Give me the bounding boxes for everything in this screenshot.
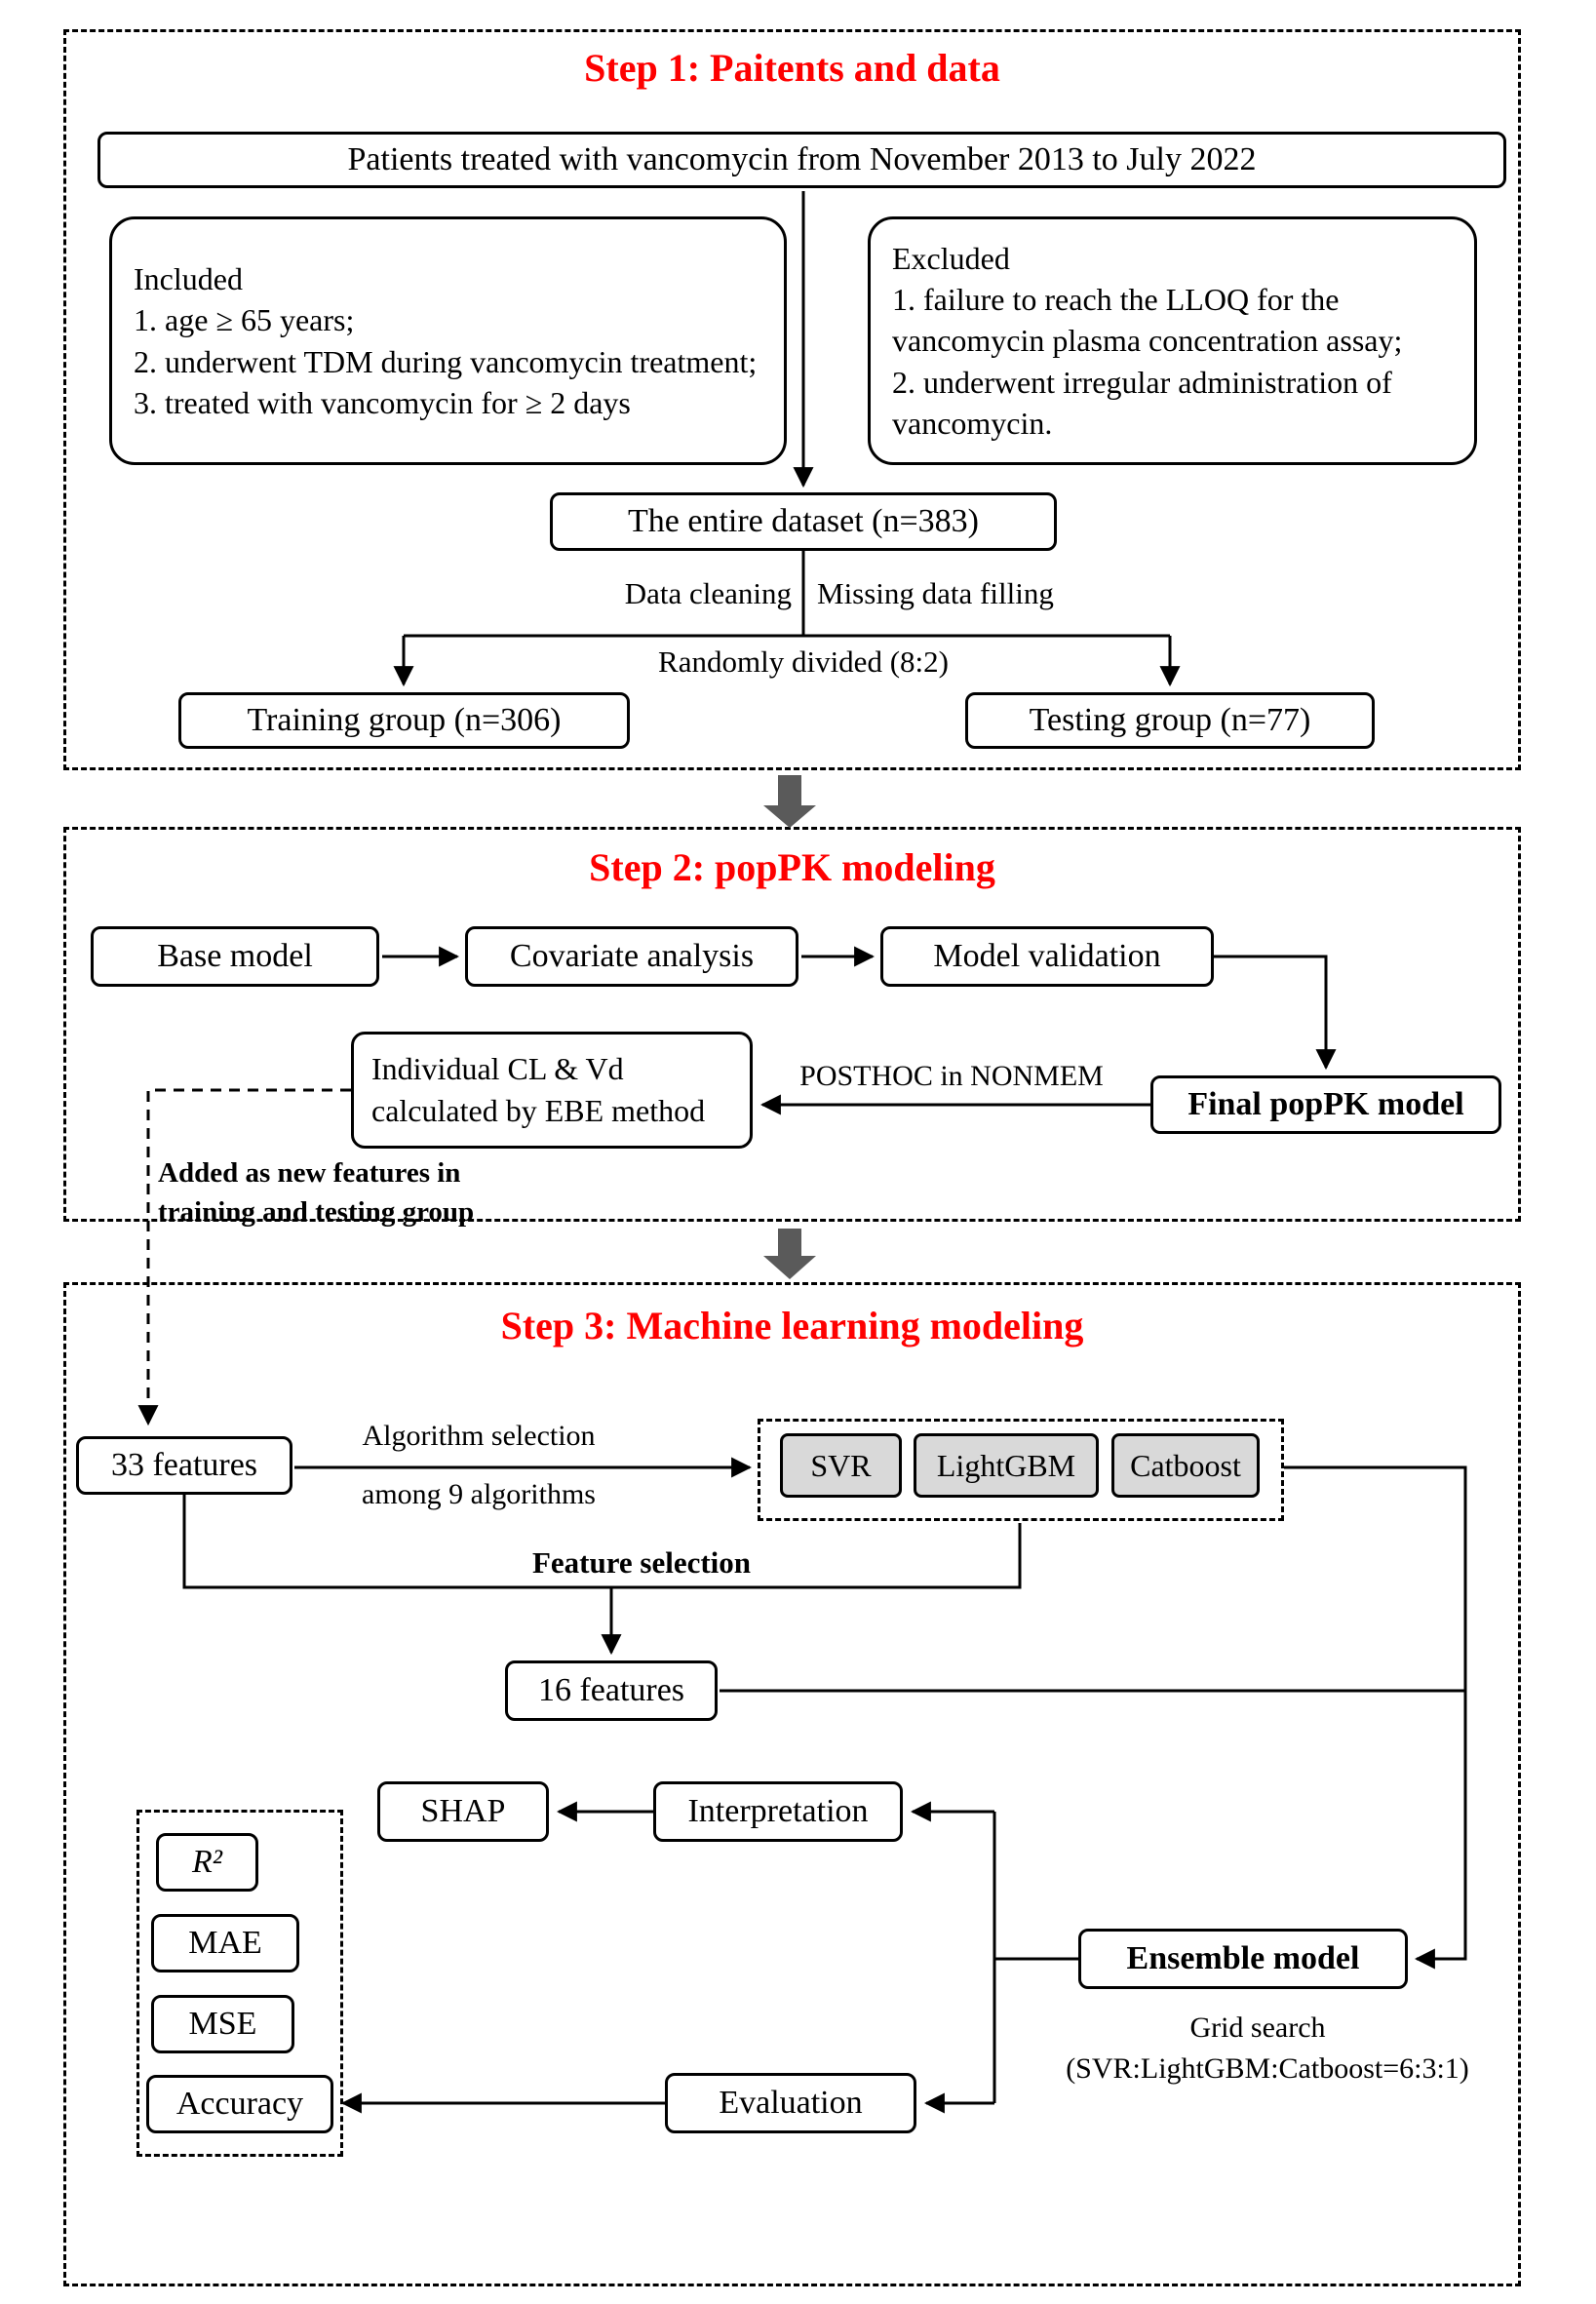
posthoc-label: POSTHOC in NONMEM	[799, 1060, 1104, 1092]
interpretation-box: Interpretation	[653, 1781, 903, 1842]
excluded-title: Excluded	[892, 240, 1010, 276]
mse-metric-box: MSE	[151, 1995, 294, 2053]
added-features-line1: Added as new features in	[158, 1157, 461, 1189]
step2-title: Step 2: popPK modeling	[589, 845, 995, 889]
features-16-box: 16 features	[505, 1660, 718, 1721]
individual-cl-vd-box	[351, 1032, 753, 1149]
lightgbm-box: LightGBM	[914, 1433, 1099, 1498]
algorithm-selection-line1: Algorithm selection	[362, 1420, 596, 1452]
added-features-line2: training and testing group	[158, 1196, 475, 1228]
step3-title: Step 3: Machine learning modeling	[500, 1304, 1084, 1347]
included-item: 3. treated with vancomycin for ≥ 2 days	[134, 384, 631, 420]
section-arrow-2	[763, 1229, 816, 1279]
ensemble-model-box: Ensemble model	[1078, 1929, 1408, 1989]
excluded-item: 2. underwent irregular administration of vancomycin.	[892, 364, 1392, 441]
grid-search-line1: Grid search	[1189, 2011, 1326, 2044]
individual-cl-vd-line1: Individual CL & Vd	[371, 1050, 624, 1086]
evaluation-box: Evaluation	[665, 2073, 916, 2133]
included-box	[109, 216, 787, 465]
feature-selection-label: Feature selection	[531, 1545, 752, 1580]
svr-box: SVR	[780, 1433, 902, 1498]
excluded-item: 1. failure to reach the LLOQ for the vancomycin plasma concentration assay;	[892, 282, 1403, 359]
step1-title: Step 1: Paitents and data	[584, 46, 1000, 90]
mae-metric-box: MAE	[151, 1914, 299, 1972]
individual-cl-vd-line2: calculated by EBE method	[371, 1093, 706, 1128]
accuracy-metric-box: Accuracy	[146, 2075, 333, 2133]
algorithm-selection-line2: among 9 algorithms	[362, 1478, 596, 1510]
section-arrow-1	[763, 775, 816, 828]
included-title: Included	[134, 261, 243, 297]
base-model-box: Base model	[91, 926, 379, 987]
randomly-divided-label: Randomly divided (8:2)	[658, 644, 949, 679]
catboost-box: Catboost	[1111, 1433, 1260, 1498]
shap-box: SHAP	[377, 1781, 549, 1842]
grid-search-line2: (SVR:LightGBM:Catboost=6:3:1)	[1066, 2052, 1469, 2085]
missing-data-filling-label: Missing data filling	[817, 576, 1054, 610]
covariate-analysis-box: Covariate analysis	[465, 926, 798, 987]
r2-metric-box: R²	[156, 1833, 258, 1892]
entire-dataset-box: The entire dataset (n=383)	[550, 492, 1057, 551]
included-item: 2. underwent TDM during vancomycin treatment;	[134, 343, 758, 379]
training-group-box: Training group (n=306)	[178, 692, 630, 749]
included-item: 1. age ≥ 65 years;	[134, 302, 355, 338]
final-poppk-model-box: Final popPK model	[1150, 1075, 1501, 1134]
testing-group-box: Testing group (n=77)	[965, 692, 1375, 749]
features-33-box: 33 features	[76, 1436, 292, 1495]
excluded-box	[868, 216, 1477, 465]
data-cleaning-label: Data cleaning	[624, 576, 792, 610]
model-validation-box: Model validation	[880, 926, 1214, 987]
patients-box: Patients treated with vancomycin from November 2013 to July 2022	[97, 132, 1506, 188]
